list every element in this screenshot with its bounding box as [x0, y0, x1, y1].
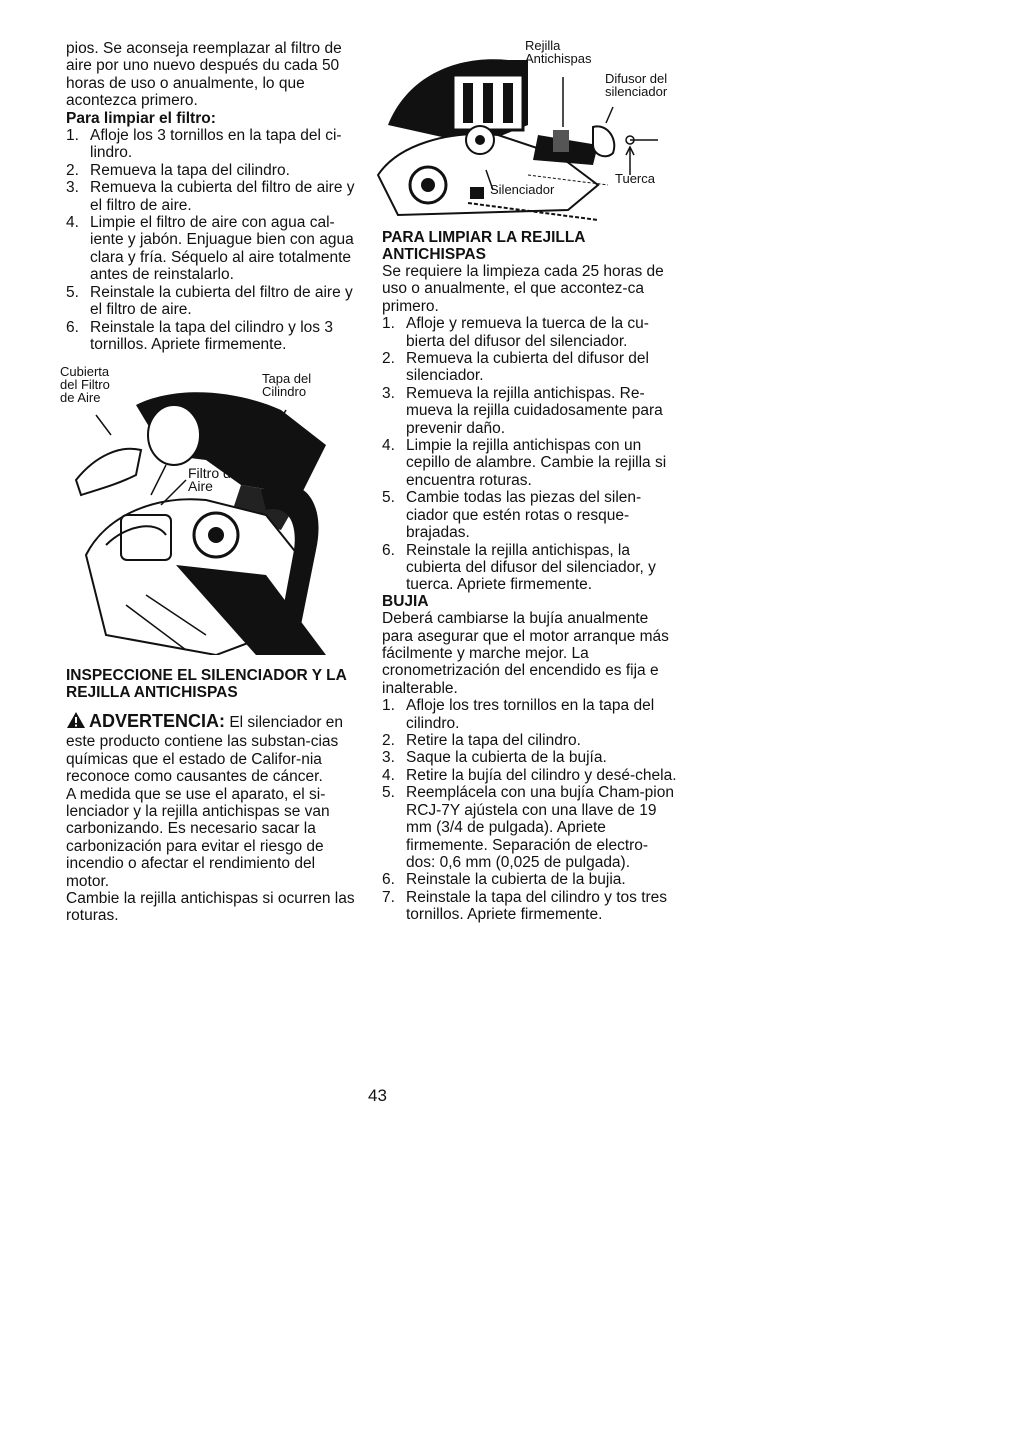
list-item: 5. Cambie todas las piezas del silen-ciador que estén rotas o resque-brajadas. — [382, 489, 642, 542]
clean-filter-heading: Para limpiar el filtro: — [66, 109, 216, 127]
muffler-label: Silenciador — [490, 182, 555, 197]
list-item: 1. Afloje y remueva la tuerca de la cu-bierta del difusor del silenciador. — [382, 315, 649, 350]
list-item: 1. Afloje los tres tornillos en la tapa del cilindro. — [382, 697, 655, 732]
page-number: 43 — [368, 1086, 387, 1105]
screen-steps — [382, 315, 677, 594]
list-item: 6. Reinstale la rejilla antichispas, la cubierta del difusor del silenciador, y tuerca. Apriete firmemente. — [382, 541, 656, 594]
warning-paragraph — [66, 711, 356, 786]
muffler-paragraph-1: A medida que se use el aparato, el si-lenciador y la rejilla antichispas se van carbonizando. Es necesario sacar la carbonización para evitar el riesgo de incendio o afectar el rendimiento del motor. — [66, 785, 330, 890]
list-item: 4. Retire la bujía del cilindro y desé-chela. — [382, 766, 677, 784]
muffler-illustration — [368, 35, 678, 230]
list-item: 4. Limpie el filtro de aire con agua cal-iente y jabón. Enjuague bien con agua clara y fría. Séquelo al aire totalmente antes de reinstalarlo. — [66, 214, 354, 284]
screen-heading: PARA LIMPIAR LA REJILLA ANTICHISPAS — [382, 229, 585, 263]
warning-triangle-icon — [66, 711, 86, 733]
intro-paragraph: pios. Se aconseja reemplazar al filtro de aire por uno nuevo después du cada 50 horas de uso o anualmente, lo que acontezca primero. — [66, 40, 342, 110]
air-filter-illustration — [66, 365, 356, 655]
list-item: 5. Reinstale la cubierta del filtro de aire y el filtro de aire. — [66, 283, 353, 319]
spark-plug-intro: Deberá cambiarse la bujía anualmente para asegurar que el motor arranque más fácilmente y marche mejor. La cronometrización del encendido es fija e inalterable. — [382, 610, 669, 697]
list-item: 6. Reinstale la tapa del cilindro y los 3 tornillos. Apriete firmemente. — [66, 318, 333, 353]
screen-intro: Se requiere la limpieza cada 25 horas de uso o anualmente, el que accontez-ca primero. — [382, 263, 664, 315]
air-filter-label: Filtro de Aire — [188, 465, 239, 494]
air-filter-cover-label: Cubierta del Filtro de Aire — [60, 364, 110, 405]
list-item: 7. Reinstale la tapa del cilindro y tos tres tornillos. Apriete firmemente. — [382, 888, 668, 924]
left-column — [66, 40, 356, 353]
clean-filter-steps — [66, 127, 356, 353]
list-item: 2. Retire la tapa del cilindro. — [382, 732, 581, 750]
right-column — [382, 230, 677, 924]
list-item: 3. Remueva la cubierta del filtro de aire y el filtro de aire. — [66, 179, 355, 214]
warning-label: ADVERTENCIA: — [89, 711, 226, 731]
spark-plug-heading: BUJIA — [382, 592, 429, 610]
muffler-paragraph-2: Cambie la rejilla antichispas si ocurren las roturas. — [66, 890, 355, 925]
muffler-figure — [368, 35, 678, 230]
list-item: 2. Remueva la tapa del cilindro. — [66, 161, 290, 179]
muffler-section — [66, 668, 356, 925]
list-item: 2. Remueva la cubierta del difusor del silenciador. — [382, 350, 649, 385]
list-item: 4. Limpie la rejilla antichispas con un cepillo de alambre. Cambie la rejilla si encuentra roturas. — [382, 437, 667, 489]
nut-label: Tuerca — [615, 171, 655, 186]
list-item: 6. Reinstale la cubierta de la bujia. — [382, 871, 626, 889]
list-item: 5. Reemplácela con una bujía Cham-pion RCJ-7Y ajústela con una llave de 19 mm (3/4 de pulgada). Apriete firmemente. Separación de electro-dos: 0,6 mm (0,025 de pulgada). — [382, 784, 674, 871]
list-item: 3. Saque la cubierta de la bujía. — [382, 749, 607, 767]
list-item: 3. Remueva la rejilla antichispas. Re-mueva la rejilla cuidadosamente para prevenir daño. — [382, 384, 663, 437]
diffuser-label: Difusor del silenciador — [605, 71, 668, 99]
list-item: 1. Afloje los 3 tornillos en la tapa del ci-lindro. — [66, 127, 342, 162]
warning-text: El silenciador en este producto contiene las substan-cias químicas que el estado de Califor-nia reconoce como causantes de cáncer. — [66, 714, 344, 786]
spark-screen-label: Rejilla Antichispas — [525, 38, 592, 66]
muffler-heading: INSPECCIONE EL SILENCIADOR Y LA REJILLA ANTICHISPAS — [66, 667, 347, 701]
cylinder-cover-label: Tapa del Cilindro — [262, 371, 312, 399]
air-filter-figure — [60, 364, 356, 655]
spark-plug-steps — [382, 697, 677, 923]
